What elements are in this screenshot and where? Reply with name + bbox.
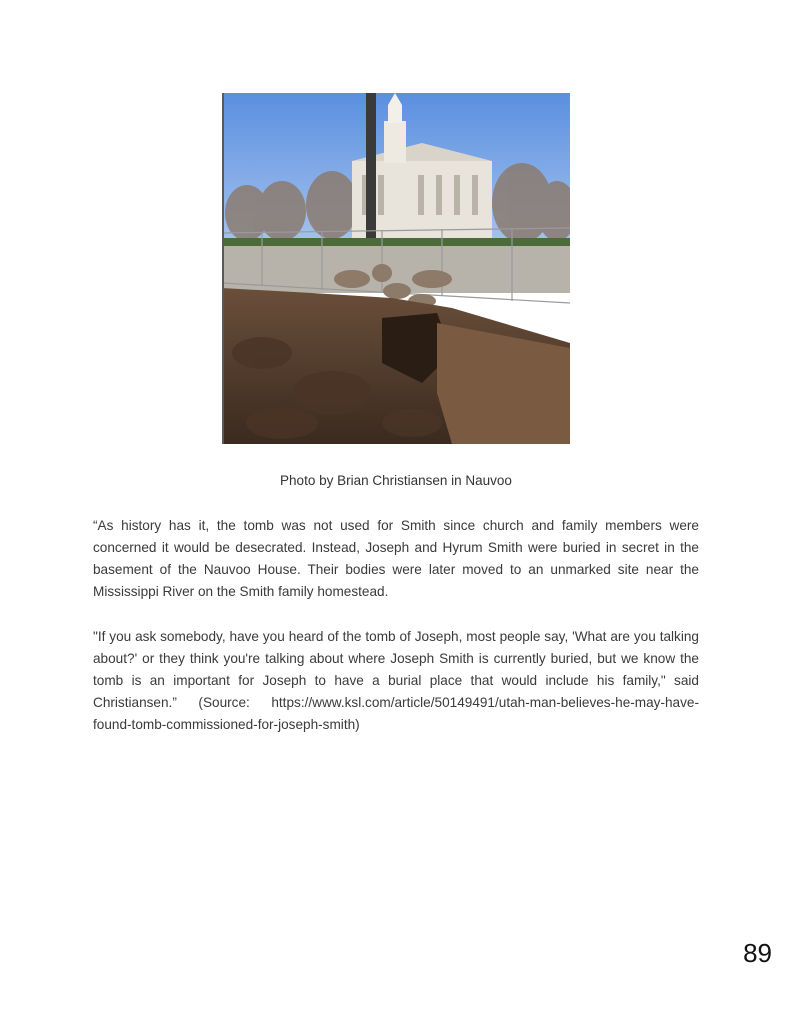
photo-excavation-site xyxy=(222,93,570,444)
paragraph-quote-source: "If you ask somebody, have you heard of the tomb of Joseph, most people say, 'What are you talking about?' or they think you're talking about where Joseph Smith is currently buried, but we know the tomb is an important for Joseph to have a burial place that would include his family," said Christiansen.” (Source: https://www.ksl.com/article/50149491/utah-man-believes-he-may-have-found-tomb-commissioned-for-joseph-smith) xyxy=(93,629,699,732)
page-number: 89 xyxy=(743,938,772,968)
paragraph-history: “As history has it, the tomb was not used for Smith since church and family members were concerned it would be desecrated. Instead, Joseph and Hyrum Smith were buried in secret in the basement of the Nauvoo House. Their bodies were later moved to an unmarked site near the Mississippi River on the Smith family homestead. xyxy=(93,518,699,599)
photo-illustration xyxy=(222,93,570,444)
photo-caption: Photo by Brian Christiansen in Nauvoo xyxy=(280,473,512,488)
